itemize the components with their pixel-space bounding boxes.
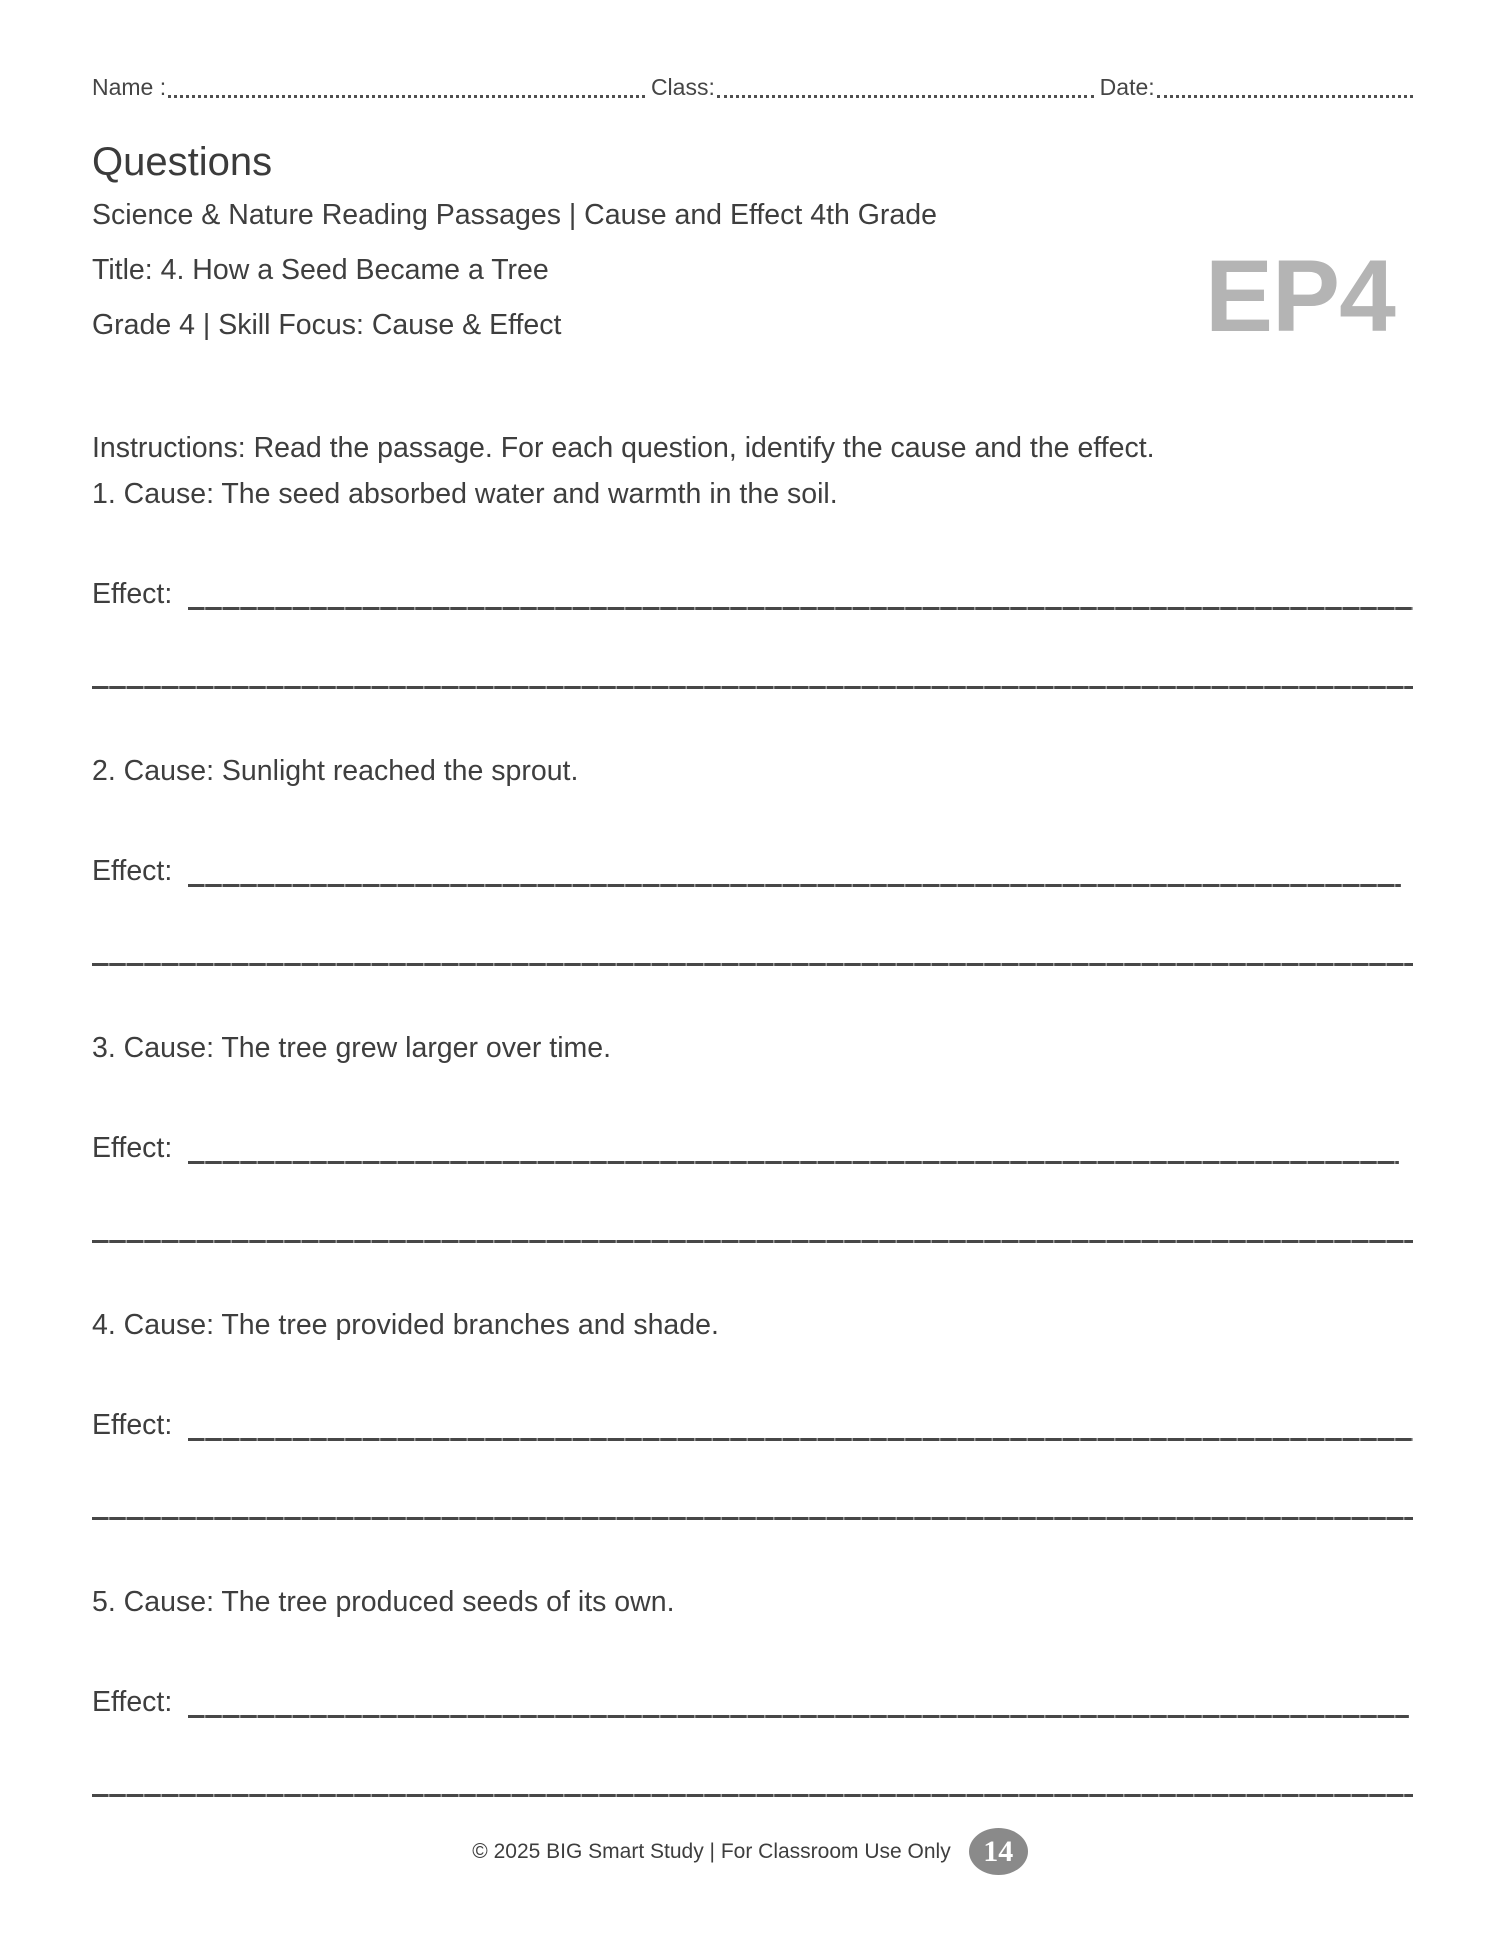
cause-statement: 2. Cause: Sunlight reached the sprout. bbox=[92, 755, 579, 787]
effect-row bbox=[92, 574, 1413, 614]
effect-answer-line bbox=[188, 574, 1413, 610]
date-label: Date: bbox=[1099, 74, 1155, 100]
effect-answer-line bbox=[188, 1682, 1409, 1718]
answer-continuation-line bbox=[92, 963, 1413, 966]
effect-label: Effect: bbox=[92, 578, 173, 610]
effect-label: Effect: bbox=[92, 855, 173, 887]
page-number-circle bbox=[969, 1828, 1028, 1875]
page-title: Questions bbox=[92, 140, 273, 184]
copyright-text: © 2025 BIG Smart Study | For Classroom Use Only bbox=[472, 1839, 951, 1863]
effect-answer-line bbox=[188, 1405, 1413, 1441]
series-subtitle: Science & Nature Reading Passages | Cause and Effect 4th Grade bbox=[92, 199, 937, 231]
page-number: 14 bbox=[983, 1834, 1014, 1868]
cause-statement: 5. Cause: The tree produced seeds of its own. bbox=[92, 1586, 675, 1618]
question-block bbox=[92, 1582, 1413, 1797]
passage-title: Title: 4. How a Seed Became a Tree bbox=[92, 254, 549, 286]
effect-label: Effect: bbox=[92, 1686, 173, 1718]
page-footer bbox=[0, 1828, 1500, 1875]
grade-skill-line: Grade 4 | Skill Focus: Cause & Effect bbox=[92, 309, 562, 341]
cause-statement: 4. Cause: The tree provided branches and shade. bbox=[92, 1309, 719, 1341]
question-block bbox=[92, 751, 1413, 966]
answer-continuation-line bbox=[92, 1794, 1413, 1797]
date-write-line bbox=[1157, 89, 1413, 98]
question-block bbox=[92, 1028, 1413, 1243]
class-label: Class: bbox=[650, 74, 715, 100]
answer-continuation-line bbox=[92, 1240, 1413, 1243]
effect-answer-line bbox=[188, 851, 1401, 887]
name-write-line bbox=[168, 89, 645, 98]
effect-label: Effect: bbox=[92, 1132, 173, 1164]
effect-row bbox=[92, 851, 1413, 891]
answer-continuation-line bbox=[92, 1517, 1413, 1520]
name-label: Name : bbox=[92, 74, 167, 100]
effect-row bbox=[92, 1682, 1413, 1722]
questions-list bbox=[92, 474, 1413, 1797]
effect-label: Effect: bbox=[92, 1409, 173, 1441]
instructions-text: Instructions: Read the passage. For each question, identify the cause and the effect. bbox=[92, 432, 1155, 464]
ep4-watermark: EP4 bbox=[1205, 239, 1395, 353]
name-class-date-row bbox=[92, 72, 1413, 102]
effect-row bbox=[92, 1128, 1413, 1168]
effect-answer-line bbox=[188, 1128, 1399, 1164]
effect-row bbox=[92, 1405, 1413, 1445]
question-block bbox=[92, 474, 1413, 689]
question-block bbox=[92, 1305, 1413, 1520]
class-write-line bbox=[717, 89, 1094, 98]
cause-statement: 3. Cause: The tree grew larger over time. bbox=[92, 1032, 612, 1064]
cause-statement: 1. Cause: The seed absorbed water and warmth in the soil. bbox=[92, 478, 838, 510]
answer-continuation-line bbox=[92, 686, 1413, 689]
